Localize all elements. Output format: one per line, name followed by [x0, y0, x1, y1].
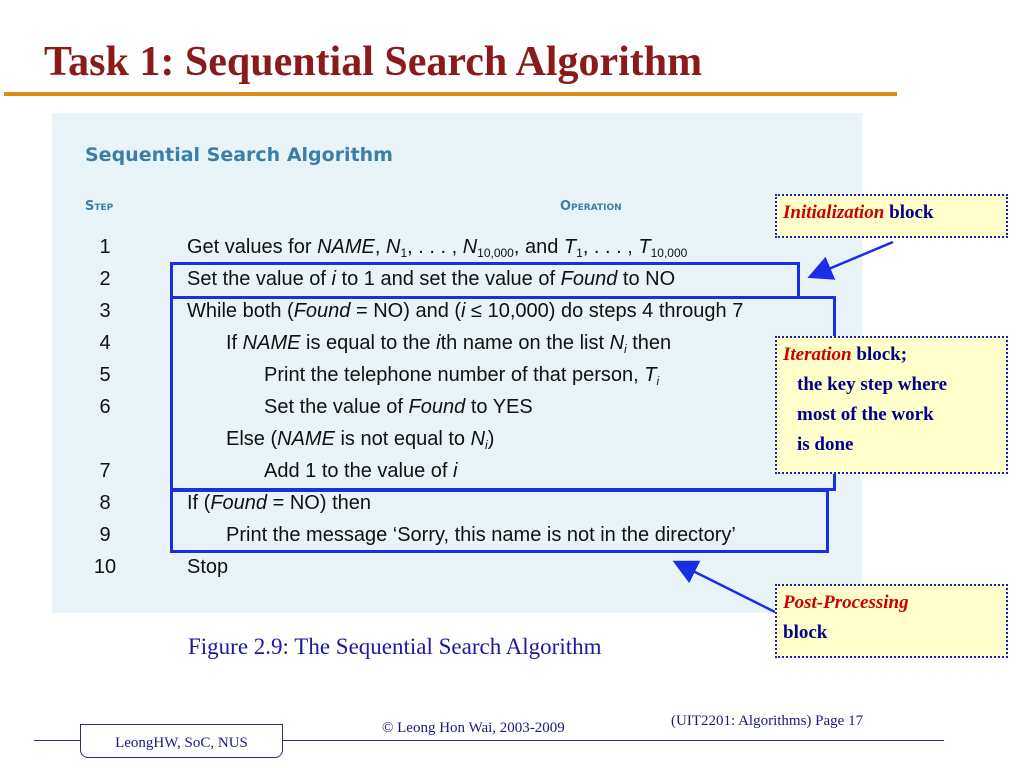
step-number-9: 9: [99, 524, 111, 546]
operation-column-header: Operation: [560, 199, 622, 214]
step-number-7: 7: [99, 460, 111, 482]
footer-author-tab: LeongHW, SoC, NUS: [80, 724, 283, 758]
operation-step-3: While both (Found = NO) and (i ≤ 10,000) do steps 4 through 7: [187, 300, 744, 322]
step-number-2: 2: [99, 268, 111, 290]
step-number-8: 8: [99, 492, 111, 514]
step-number-6: 6: [99, 396, 111, 418]
operation-step-5: Print the telephone number of that person, $T_i$: [264, 364, 660, 388]
slide-title: Task 1: Sequential Search Algorithm: [44, 39, 703, 85]
figure-caption: Figure 2.9: The Sequential Search Algorithm: [188, 634, 602, 659]
footer-page-number: (UIT2201: Algorithms) Page 17: [671, 713, 864, 729]
operation-step-8: If (Found = NO) then: [187, 492, 371, 514]
operation-step-4: If NAME is equal to the ith name on the list $N_i$ then: [226, 332, 672, 356]
step-number-5: 5: [99, 364, 111, 386]
step-number-1: 1: [99, 236, 111, 258]
footer-copyright: © Leong Hon Wai, 2003-2009: [382, 720, 565, 736]
iteration-callout: Iteration block; the key step where most of the work is done: [775, 336, 1008, 474]
operation-step-7: Add 1 to the value of i: [264, 460, 458, 482]
initialization-callout: Initialization block: [775, 194, 1008, 238]
operation-step-6: Set the value of Found to YES: [264, 396, 533, 418]
step-number-4: 4: [99, 332, 111, 354]
operation-step-10: Stop: [187, 556, 229, 578]
step-number-3: 3: [99, 300, 111, 322]
post-processing-arrow: [677, 563, 775, 612]
operation-step-1: Get values for NAME, $N_1$, . . . , $N_{10,000}$, and $T_1$, . . . , $T_{10,000}$: [187, 236, 688, 260]
step-column-header: Step: [85, 199, 114, 214]
step-number-10: 10: [93, 556, 117, 578]
operation-step-9: Print the message ‘Sorry, this name is not in the directory’: [226, 524, 736, 546]
initialization-arrow: [812, 242, 893, 276]
operation-step-2: Set the value of i to 1 and set the value of Found to NO: [187, 268, 676, 290]
operation-else: Else (NAME is not equal to $N_i$): [226, 428, 495, 452]
post-processing-callout: Post-Processing block: [775, 584, 1008, 658]
figure-heading: Sequential Search Algorithm: [85, 144, 393, 166]
